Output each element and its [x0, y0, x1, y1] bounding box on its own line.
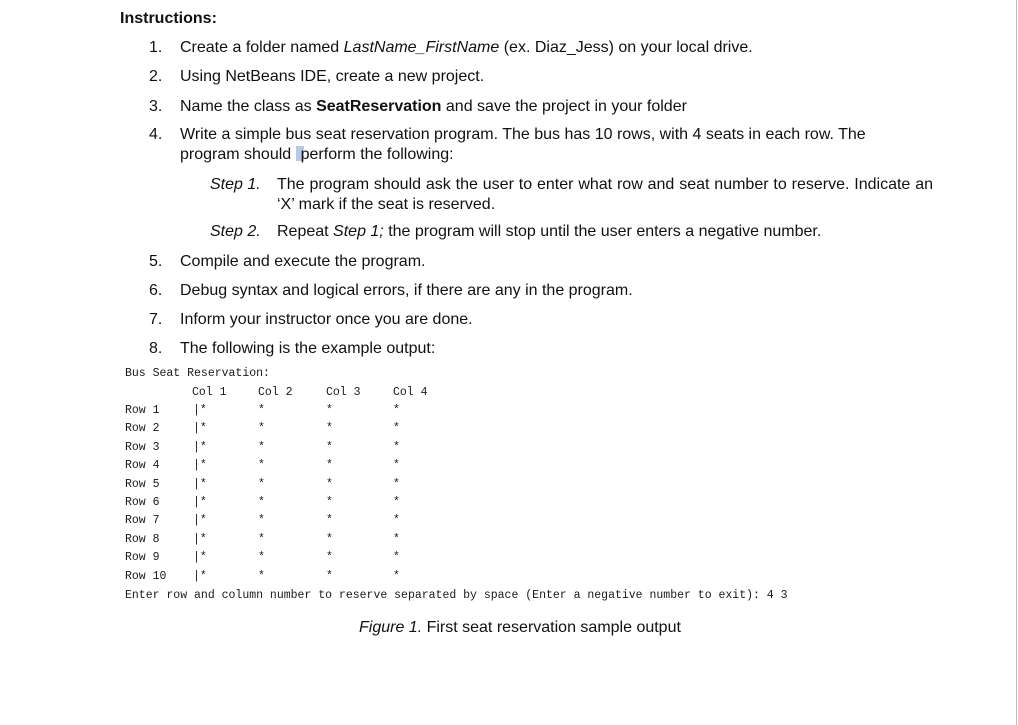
seat-cell: *: [326, 478, 333, 491]
row-label: Row 2: [125, 422, 160, 435]
seat-cell: |*: [193, 496, 207, 509]
column-header: Col 3: [326, 386, 361, 399]
list-number: 4.: [149, 126, 163, 143]
list-text: Debug syntax and logical errors, if there are any in the program.: [180, 282, 633, 299]
seat-cell: *: [258, 551, 265, 564]
substep-label: Step 1.: [210, 176, 261, 193]
seat-cell: *: [393, 570, 400, 583]
seat-cell: *: [258, 514, 265, 527]
list-text: Write a simple bus seat reservation program. The bus has 10 rows, with 4 seats in each row. The program should perform the following:: [180, 126, 866, 163]
list-number: 5.: [149, 253, 163, 270]
figure-caption: Figure 1. First seat reservation sample output: [359, 619, 681, 636]
seat-cell: |*: [193, 533, 207, 546]
seat-cell: *: [258, 478, 265, 491]
seat-cell: |*: [193, 551, 207, 564]
list-text: Name the class as SeatReservation and save the project in your folder: [180, 98, 687, 115]
seat-cell: *: [326, 459, 333, 472]
seat-cell: *: [326, 514, 333, 527]
seat-cell: *: [393, 514, 400, 527]
seat-cell: *: [258, 422, 265, 435]
seat-cell: |*: [193, 570, 207, 583]
seat-cell: *: [326, 570, 333, 583]
seat-cell: *: [258, 441, 265, 454]
seat-cell: *: [393, 478, 400, 491]
column-header: Col 1: [192, 386, 227, 399]
list-number: 3.: [149, 98, 163, 115]
seat-cell: |*: [193, 422, 207, 435]
instructions-heading: Instructions:: [120, 10, 217, 27]
seat-cell: *: [393, 551, 400, 564]
row-label: Row 5: [125, 478, 160, 491]
row-label: Row 1: [125, 404, 160, 417]
row-label: Row 7: [125, 514, 160, 527]
seat-cell: |*: [193, 404, 207, 417]
list-text: Using NetBeans IDE, create a new project.: [180, 68, 485, 85]
seat-cell: *: [326, 441, 333, 454]
list-number: 8.: [149, 340, 163, 357]
seat-cell: *: [258, 570, 265, 583]
row-label: Row 4: [125, 459, 160, 472]
list-text: Create a folder named LastName_FirstName (ex. Diaz_Jess) on your local drive.: [180, 39, 753, 56]
seat-cell: *: [393, 422, 400, 435]
seat-cell: *: [258, 459, 265, 472]
row-label: Row 6: [125, 496, 160, 509]
substep-text: The program should ask the user to enter what row and seat number to reserve. Indicate an ‘X’ mark if the seat is reserved.: [277, 176, 933, 213]
output-title: Bus Seat Reservation:: [125, 367, 270, 380]
substep-label: Step 2.: [210, 223, 261, 240]
seat-cell: *: [393, 459, 400, 472]
list-text: The following is the example output:: [180, 340, 436, 357]
input-prompt: Enter row and column number to reserve separated by space (Enter a negative number to exit): 4 3: [125, 589, 788, 602]
list-number: 1.: [149, 39, 163, 56]
row-label: Row 10: [125, 570, 167, 583]
seat-cell: *: [393, 496, 400, 509]
column-header: Col 2: [258, 386, 293, 399]
seat-cell: *: [258, 496, 265, 509]
seat-cell: *: [326, 496, 333, 509]
seat-cell: *: [393, 533, 400, 546]
row-label: Row 8: [125, 533, 160, 546]
seat-cell: |*: [193, 441, 207, 454]
column-header: Col 4: [393, 386, 428, 399]
list-number: 2.: [149, 68, 163, 85]
row-label: Row 3: [125, 441, 160, 454]
list-number: 6.: [149, 282, 163, 299]
row-label: Row 9: [125, 551, 160, 564]
seat-cell: *: [393, 441, 400, 454]
list-text: Compile and execute the program.: [180, 253, 426, 270]
seat-cell: *: [326, 533, 333, 546]
list-text: Inform your instructor once you are done.: [180, 311, 473, 328]
seat-cell: *: [258, 404, 265, 417]
seat-cell: |*: [193, 478, 207, 491]
seat-cell: *: [326, 404, 333, 417]
seat-cell: |*: [193, 459, 207, 472]
substep-text: Repeat Step 1; the program will stop until the user enters a negative number.: [277, 223, 822, 240]
seat-cell: *: [393, 404, 400, 417]
seat-cell: *: [326, 551, 333, 564]
seat-cell: |*: [193, 514, 207, 527]
seat-cell: *: [326, 422, 333, 435]
list-number: 7.: [149, 311, 163, 328]
seat-cell: *: [258, 533, 265, 546]
